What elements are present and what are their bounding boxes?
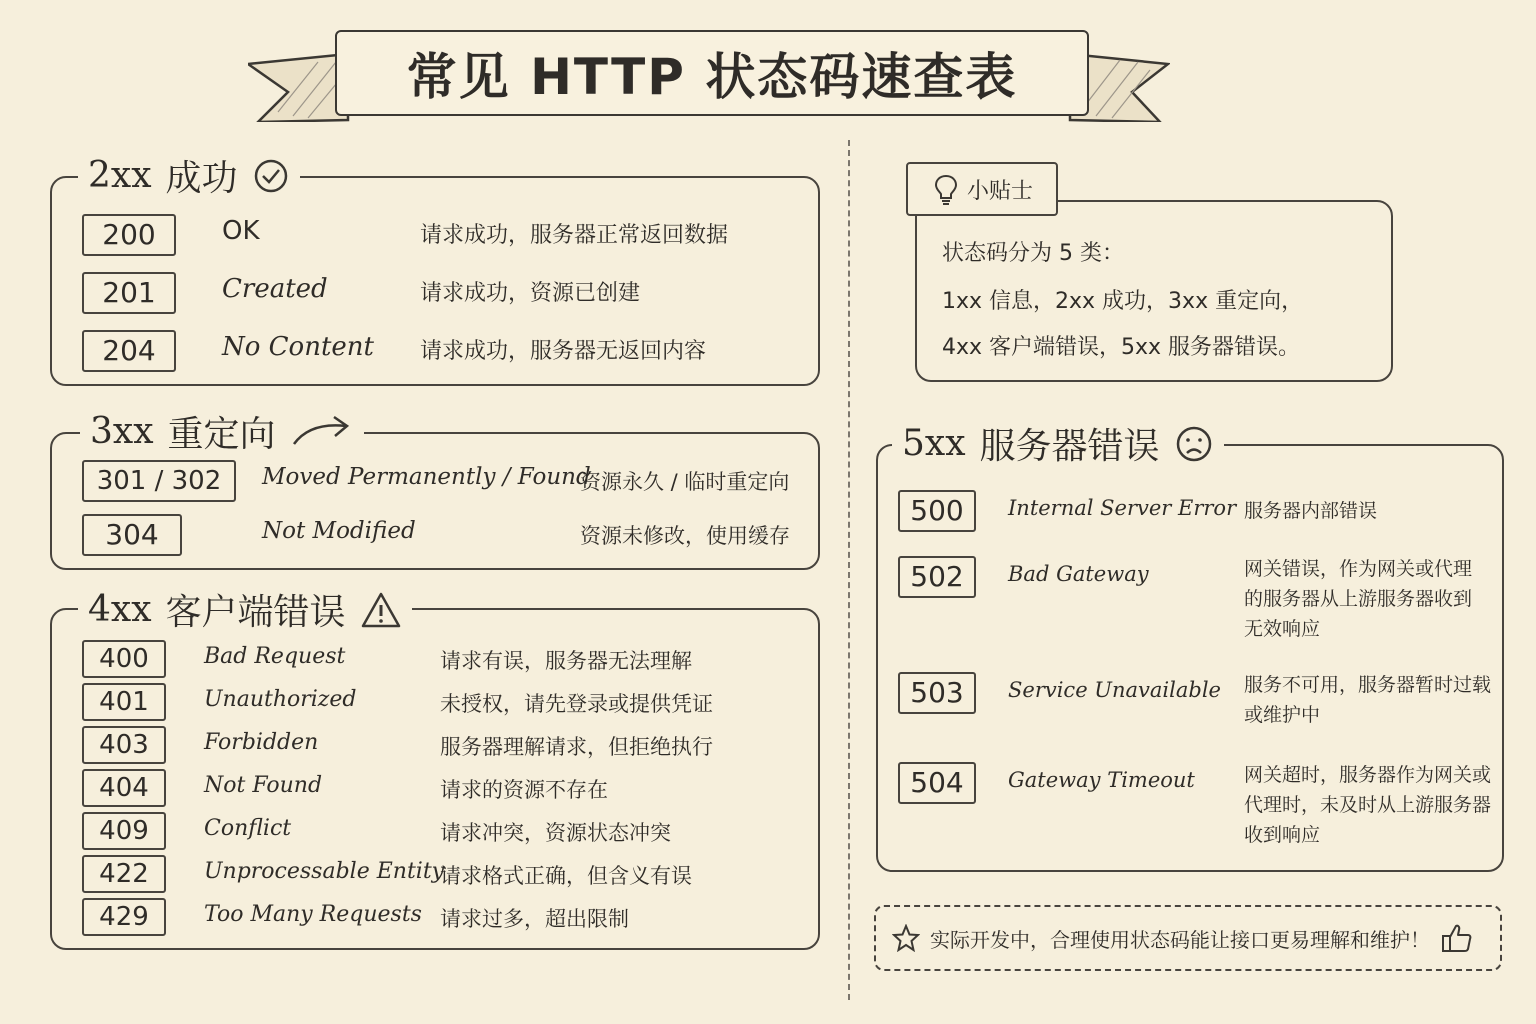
- section-code: 4xx: [88, 589, 152, 630]
- status-description: 请求格式正确，但含义有误: [440, 864, 692, 888]
- tips-line: 1xx 信息，2xx 成功，3xx 重定向，: [942, 289, 1304, 314]
- star-icon: [892, 924, 920, 952]
- status-description: 网关错误，作为网关或代理: [1244, 558, 1473, 580]
- warning-triangle-icon: [360, 591, 402, 629]
- status-description: 请求冲突，资源状态冲突: [440, 821, 671, 845]
- status-name: Bad Gateway: [1008, 562, 1149, 586]
- column-divider: [848, 140, 850, 1000]
- status-name: Bad Request: [204, 644, 346, 669]
- status-name: No Content: [222, 332, 374, 362]
- section-4xx-header: [78, 584, 412, 635]
- status-name: Not Found: [204, 773, 323, 798]
- section-label: 客户端错误: [165, 592, 346, 633]
- status-code: 429: [82, 898, 166, 936]
- status-description: 的服务器从上游服务器收到: [1244, 588, 1473, 610]
- status-code: 204: [82, 330, 176, 372]
- status-description: 请求成功，服务器无返回内容: [420, 339, 707, 364]
- tips-title: 小贴士: [966, 178, 1033, 204]
- redirect-arrow-icon: [290, 414, 354, 450]
- tips-line: 状态码分为 5 类：: [942, 241, 1124, 266]
- status-code: 422: [82, 855, 166, 893]
- status-name: Conflict: [204, 816, 292, 841]
- status-description: 服务器理解请求，但拒绝执行: [440, 735, 713, 759]
- status-name: Gateway Timeout: [1008, 768, 1195, 792]
- footer-text: 实际开发中，合理使用状态码能让接口更易理解和维护！: [930, 927, 1430, 952]
- status-code: 503: [898, 672, 976, 714]
- status-name: Internal Server Error: [1008, 496, 1237, 520]
- section-label: 重定向: [167, 414, 276, 455]
- status-description: 请求有误，服务器无法理解: [440, 649, 692, 673]
- status-name: Unauthorized: [204, 687, 357, 712]
- status-description: 代理时，未及时从上游服务器: [1244, 794, 1492, 816]
- tips-line: 4xx 客户端错误，5xx 服务器错误。: [942, 335, 1301, 360]
- status-code: 200: [82, 214, 176, 256]
- page-title: 常见 HTTP 状态码速查表: [335, 30, 1089, 116]
- section-3xx-header: [80, 406, 364, 457]
- status-name: Service Unavailable: [1008, 678, 1221, 702]
- status-code: 504: [898, 762, 976, 804]
- section-2xx-header: [78, 150, 300, 201]
- status-description: 网关超时，服务器作为网关或: [1244, 764, 1492, 786]
- status-code: 304: [82, 514, 182, 556]
- status-code: 401: [82, 683, 166, 721]
- section-5xx-header: [892, 418, 1224, 469]
- status-description: 服务不可用，服务器暂时过载: [1244, 674, 1492, 696]
- status-code: 502: [898, 556, 976, 598]
- section-code: 2xx: [88, 155, 152, 196]
- status-description: 请求的资源不存在: [440, 778, 608, 802]
- status-description: 资源永久 / 临时重定向: [580, 470, 790, 494]
- status-name: Moved Permanently / Found: [262, 464, 591, 490]
- thumbs-up-icon: [1440, 921, 1474, 955]
- status-code: 400: [82, 640, 166, 678]
- status-name: Created: [222, 274, 328, 304]
- status-name: Too Many Requests: [204, 902, 422, 927]
- status-code: 301 / 302: [82, 460, 236, 502]
- status-code: 500: [898, 490, 976, 532]
- section-code: 5xx: [902, 423, 966, 464]
- status-code: 404: [82, 769, 166, 807]
- status-description: 未授权，请先登录或提供凭证: [440, 692, 713, 716]
- status-description: 资源未修改，使用缓存: [580, 524, 790, 548]
- status-code: 201: [82, 272, 176, 314]
- status-code: 403: [82, 726, 166, 764]
- sad-face-icon: [1174, 424, 1214, 464]
- status-description: 无效响应: [1244, 618, 1321, 640]
- status-description: 请求过多，超出限制: [440, 907, 629, 931]
- status-description: 请求成功，资源已创建: [420, 281, 641, 306]
- section-label: 服务器错误: [979, 426, 1160, 467]
- status-description: 请求成功，服务器正常返回数据: [420, 223, 729, 248]
- tips-tab: [906, 162, 1058, 216]
- status-description: 收到响应: [1244, 824, 1321, 846]
- lightbulb-icon: [931, 172, 961, 206]
- footer-note: [874, 905, 1502, 971]
- status-description: 服务器内部错误: [1244, 500, 1378, 522]
- status-name: OK: [222, 216, 260, 246]
- status-name: Forbidden: [204, 730, 319, 755]
- status-description: 或维护中: [1244, 704, 1321, 726]
- section-label: 成功: [165, 158, 238, 199]
- check-circle-icon: [252, 157, 290, 195]
- status-code: 409: [82, 812, 166, 850]
- status-name: Not Modified: [262, 518, 416, 544]
- section-code: 3xx: [90, 411, 154, 452]
- status-name: Unprocessable Entity: [204, 859, 445, 884]
